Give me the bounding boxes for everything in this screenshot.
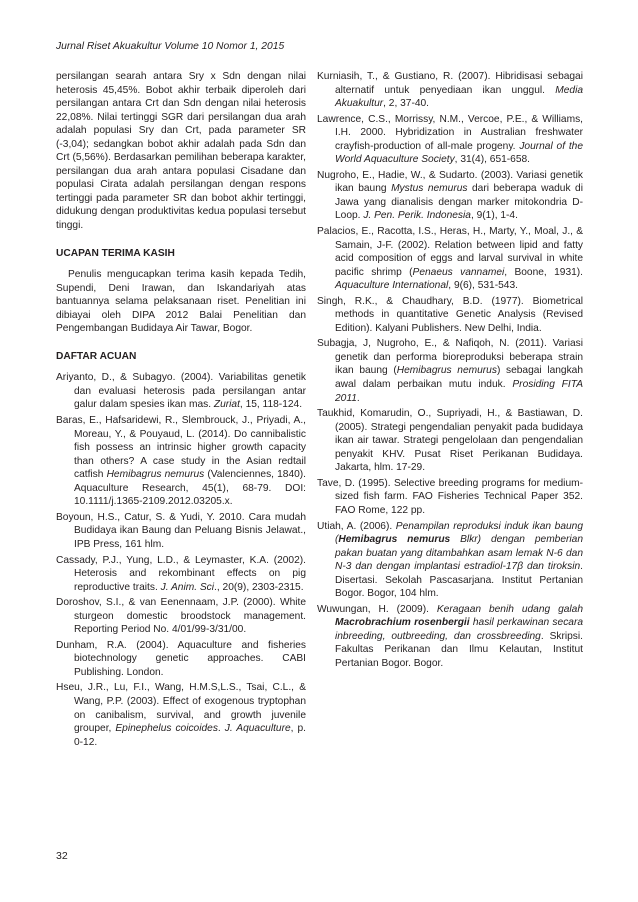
reference-item: Wuwungan, H. (2009). Keragaan benih udang galah Macrobrachium rosenbergii hasil perkawinan secara inbreeding, outbreeding, dan crossbreeding. Skripsi. Fakultas Perikanan dan Ilmu Kelautan, Institut Pertanian Bogor. Bogor.: [317, 603, 584, 669]
reference-item: Cassady, P.J., Yung, L.D., & Leymaster, K.A. (2002). Heterosis and rekombinant effects on pig reproductive traits. J. Anim. Sci., 20(9), 2303-2315.: [56, 554, 306, 593]
reference-item: Ariyanto, D., & Subagyo. (2004). Variabilitas genetik dan evaluasi heterosis pada persilangan antar galur dalam spesies ikan mas. Zuriat, 15, 118-124.: [56, 372, 306, 411]
reference-list-right: [317, 70, 583, 671]
reference-item: Doroshov, S.I., & van Eenennaam, J.P. (2000). White sturgeon domestic broodstock management. Reporting Period No. 4/01/99-3/31/00.: [56, 597, 306, 636]
reference-item: Tave, D. (1995). Selective breeding programs for medium-sized fish farm. FAO Fisheries Technical Paper 352. FAO Rome, 122 pp.: [317, 477, 583, 516]
reference-item: Baras, E., Hafsaridewi, R., Slembrouck, J., Priyadi, A., Moreau, Y., & Pouyaud, L. (2014). Do cannibalistic fish possess an intrinsic higher growth capacity than others? A case study in the Asian redtail catfish Hemibagrus nemurus (Valenciennes, 1840). Aquaculture Research, 45(1), 68-79. DOI: 10.1111/j.1365-2109.2012.03205.x.: [56, 415, 307, 508]
reference-list-left: [56, 371, 306, 749]
right-column: [317, 70, 583, 673]
acknowledgement-heading: UCAPAN TERIMA KASIH: [56, 247, 175, 259]
reference-item: Lawrence, C.S., Morrissy, N.M., Vercoe, P.E., & Williams, I.H. 2000. Hybridization in Australian freshwater crayfish-production of all-male progeny. Journal of the World Aquaculture Society, 31(4), 651-658.: [317, 113, 583, 166]
reference-item: Utiah, A. (2006). Penampilan reproduksi induk ikan baung (Hemibagrus nemurus Blkr) dengan pemberian pakan buatan yang ditambahkan asam lemak N-6 dan N-3 dan dengan implantasi estradiol-17β dan tiroksin. Disertasi. Sekolah Pascasarjana. Institut Pertanian Bogor. Bogor, 104 hlm.: [317, 520, 584, 600]
journal-header: Jurnal Riset Akuakultur Volume 10 Nomor 1, 2015: [56, 41, 285, 52]
conclusion-paragraph: persilangan searah antara Sry x Sdn dengan nilai heterosis 45,45%. Bobot akhir terbaik diperoleh dari persilangan antara Crt dan Sdn dengan nilai heterosis 22,08%. Nilai tertinggi SGR dari persilangan dua arah adalah populasi Sry dan Crt, pada parameter SR (-3,04); sedangkan bobot akhir adalah pada Sdn dan Crt (5,56%). Berdasarkan pemilihan beberapa karakter, persilangan dua arah antara populasi Cisadane dan populasi Cirata adalah persilangan dengan respons tertinggi pada parameter SR dan bobot akhir tertinggi, didukung dengan produktivitas kedua populasi tersebut tinggi.: [56, 71, 306, 232]
reference-item: Hseu, J.R., Lu, F.I., Wang, H.M.S,L.S., Tsai, C.L., & Wang, P.P. (2003). Effect of exogenous tryptophan on canibalism, survival, and growth juvenile grouper, Epinephelus coicoides. J. Aquaculture, p. 0-12.: [56, 682, 306, 748]
reference-item: Nugroho, E., Hadie, W., & Sudarto. (2003). Variasi genetik ikan baung Mystus nemurus dari beberapa waduk di Jawa yang dianalisis dengan marker mitokondria D-Loop. J. Pen. Perik. Indonesia, 9(1), 1-4.: [317, 169, 583, 222]
references-heading: DAFTAR ACUAN: [56, 350, 137, 362]
reference-item: Palacios, E., Racotta, I.S., Heras, H., Marty, Y., Moal, J., & Samain, J-F. (2002). Relation between lipid and fatty acid composition of eggs and larval survival in white pacific shrimp (Penaeus vannamei, Boone, 1931). Aquaculture International, 9(6), 531-543.: [317, 226, 584, 292]
reference-item: Boyoun, H.S., Catur, S. & Yudi, Y. 2010. Cara mudah Budidaya ikan Baung dan Peluang Bisnis Jelawat., IPB Press, 161 hlm.: [56, 511, 306, 550]
acknowledgement-text: Penulis mengucapkan terima kasih kepada Tedih, Supendi, Deni Irawan, dan Iskandariyah atas bantuannya selama pelaksanaan riset. Penelitian ini dibiayai oleh DIPA 2012 Balai Penelitian dan Pengembangan Budidaya Air Tawar, Bogor.: [56, 269, 306, 335]
reference-item: Kurniasih, T., & Gustiano, R. (2007). Hibridisasi sebagai alternatif untuk penyediaan ikan unggul. Media Akuakultur, 2, 37-40.: [317, 71, 583, 110]
left-column: [56, 70, 306, 751]
reference-item: Taukhid, Komarudin, O., Supriyadi, H., & Bastiawan, D. (2005). Strategi pengendalian penyakit pada budidaya ikan air tawar. Strategi pengelolaan dan pengendalian penyakit KHV. Pusat Riset Perikanan Budidaya. Jakarta, hlm. 17-29.: [317, 408, 583, 474]
reference-item: Singh, R.K., & Chaudhary, B.D. (1977). Biometrical methods in quantitative Genetic Analysis (Revised Edition). Kalyani Publishers. New Delhi, India.: [317, 295, 583, 334]
reference-item: Dunham, R.A. (2004). Aquaculture and fisheries biotechnology genetic approaches. CABI Publishing. London.: [56, 639, 306, 678]
page-number: 32: [56, 850, 68, 862]
reference-item: Subagja, J, Nugroho, E., & Nafiqoh, N. (2011). Variasi genetik dan performa bioreproduksi beberapa strain ikan baung (Hemibagrus nemurus) sebagai langkah awal dalam perbaikan mutu induk. Prosiding FITA 2011.: [317, 338, 584, 404]
